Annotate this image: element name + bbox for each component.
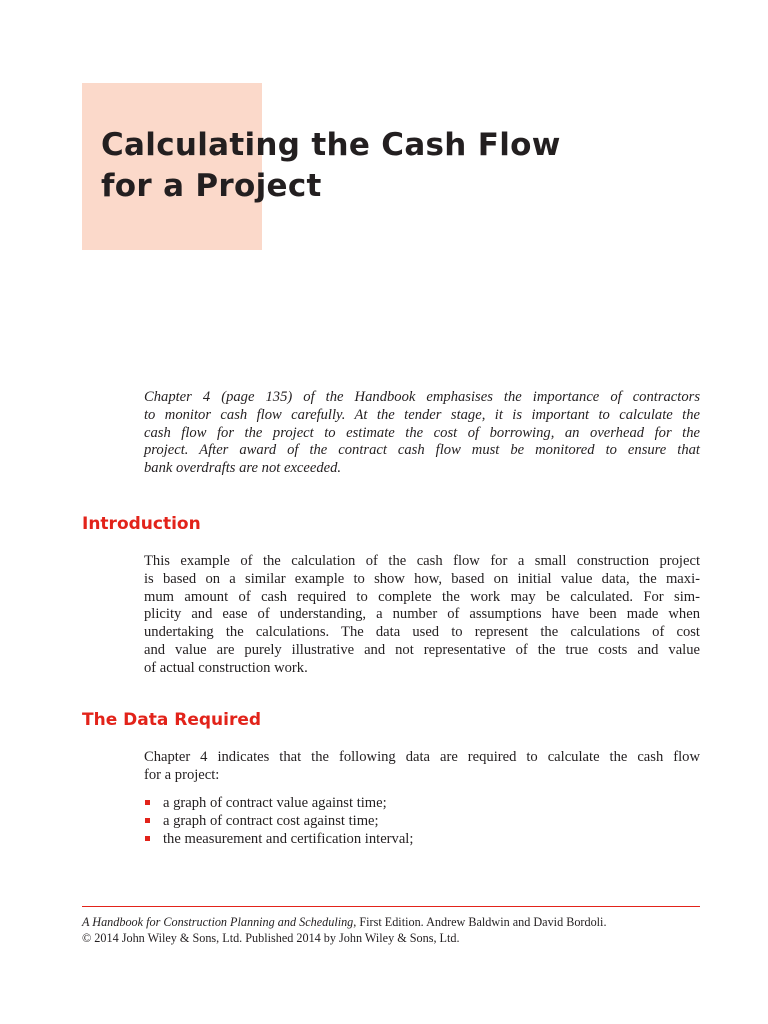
footer-book-title: A Handbook for Construction Planning and Scheduling <box>82 915 354 929</box>
page-footer <box>82 914 607 946</box>
chapter-title-line-2: for a Project <box>101 168 322 204</box>
paragraph-line: Chapter 4 indicates that the following data are required to calculate the cash flow <box>144 749 700 765</box>
square-bullet-icon <box>145 818 150 823</box>
paragraph-line: and value are purely illustrative and not representative of the true costs and value <box>144 641 700 658</box>
paragraph-line: for a project: <box>144 766 220 783</box>
abstract-line: to monitor cash flow carefully. At the tender stage, it is important to calculate the <box>144 406 700 423</box>
list-item <box>144 831 413 849</box>
list-item <box>144 813 413 831</box>
data-required-paragraph <box>144 749 700 785</box>
list-item-text: a graph of contract value against time; <box>163 795 387 811</box>
list-item-text: the measurement and certification interval; <box>163 830 414 847</box>
paragraph-line: is based on a similar example to show how, based on initial value data, the maxi- <box>144 570 700 587</box>
paragraph-line: mum amount of cash required to complete the work may be calculated. For sim- <box>144 588 700 605</box>
paragraph-line: of actual construction work. <box>144 659 308 676</box>
chapter-title-line-1: Calculating the Cash Flow <box>101 127 561 163</box>
footer-citation-rest: , First Edition. Andrew Baldwin and David Bordoli. <box>353 915 607 929</box>
chapter-title <box>101 125 561 207</box>
abstract-line: project. After award of the contract cash flow must be monitored to ensure that <box>144 442 700 459</box>
paragraph-line: plicity and ease of understanding, a number of assumptions have been made when <box>144 606 700 623</box>
list-item-text: a graph of contract cost against time; <box>163 812 379 829</box>
abstract-line: bank overdrafts are not exceeded. <box>144 460 342 477</box>
introduction-paragraph <box>144 553 700 678</box>
section-heading-data-required: The Data Required <box>82 710 262 730</box>
abstract-line: Chapter 4 (page 135) of the Handbook emphasises the importance of contractors <box>144 389 700 405</box>
abstract-line: cash flow for the project to estimate the cost of borrowing, an overhead for the <box>144 424 700 441</box>
footer-citation <box>82 914 607 930</box>
data-required-list <box>144 795 413 848</box>
paragraph-line: This example of the calculation of the cash flow for a small construction project <box>144 553 700 569</box>
paragraph-line: undertaking the calculations. The data used to represent the calculations of cost <box>144 624 700 641</box>
square-bullet-icon <box>145 800 150 805</box>
list-item <box>144 795 413 813</box>
chapter-abstract <box>144 389 700 478</box>
footer-copyright: © 2014 John Wiley & Sons, Ltd. Published 2014 by John Wiley & Sons, Ltd. <box>82 931 460 945</box>
section-heading-introduction: Introduction <box>82 514 201 534</box>
square-bullet-icon <box>145 836 150 841</box>
footer-divider <box>82 906 700 907</box>
